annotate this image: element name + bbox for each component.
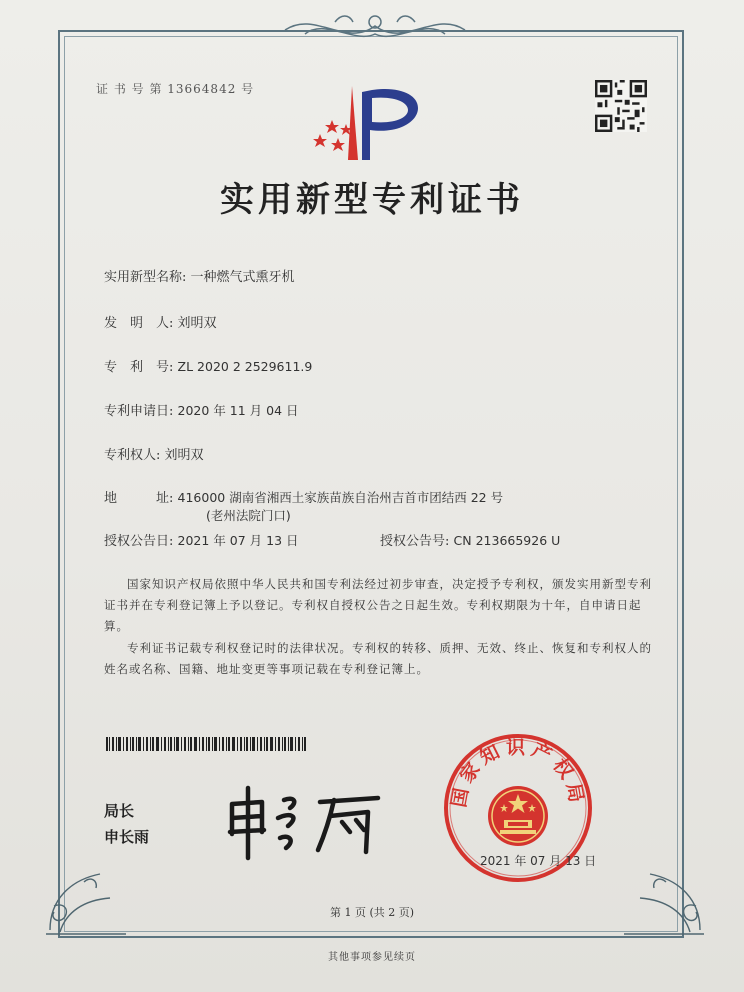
certificate-title: 实用新型专利证书 [220, 180, 524, 220]
barcode [106, 737, 306, 751]
qr-code [595, 80, 647, 132]
field-address-line2 [206, 506, 291, 524]
signatory-title: 局长 [104, 802, 135, 820]
field-patentee [104, 444, 204, 463]
field-patent-no-value: ZL 2020 2 2529611.9 [177, 359, 313, 374]
field-apply-date [104, 400, 299, 419]
paragraph-grant-statement: 国家知识产权局依照中华人民共和国专利法经过初步审查，决定授予专利权，颁发实用新型专利证书并在专利登记簿上予以登记。专利权自授权公告之日起生效。专利权期限为十年，自申请日起算。 [104, 577, 652, 633]
handwritten-signature [218, 782, 390, 864]
field-grant-no-value: CN 213665926 U [453, 533, 561, 548]
seal-text: 国家知识产权局 [447, 736, 589, 810]
field-name-label: 实用新型名称: [104, 270, 187, 285]
patent-office-logo [312, 84, 424, 164]
footer-note: 其他事项参见续页 [328, 952, 416, 963]
field-apply-date-value: 2020 年 11 月 04 日 [177, 403, 299, 418]
field-grant-no-label: 授权公告号: [380, 534, 450, 549]
field-patent-no [104, 356, 312, 375]
field-grant-date [104, 530, 299, 549]
national-emblem-icon [488, 786, 548, 846]
page-number: 第 1 页 (共 2 页) [329, 906, 415, 919]
field-patentee-label: 专利权人: [104, 448, 161, 463]
field-apply-date-label: 专利申请日: [104, 404, 174, 419]
field-address-value: 416000 湖南省湘西土家族苗族自治州吉首市团结西 22 号 [177, 490, 504, 505]
field-inventor [104, 312, 217, 331]
seal-date: 2021 年 07 月 13 日 [480, 854, 597, 868]
field-name-value: 一种燃气式熏牙机 [190, 270, 295, 285]
field-grant-date-value: 2021 年 07 月 13 日 [177, 533, 299, 548]
field-name [104, 266, 295, 285]
top-ornament [275, 8, 475, 52]
field-inventor-label: 发 明 人: [104, 316, 174, 331]
corner-ornament-bottom-left [40, 860, 130, 940]
field-patentee-value: 刘明双 [164, 448, 204, 463]
field-inventor-value: 刘明双 [177, 316, 217, 331]
certificate-number: 证 书 号 第 13664842 号 [96, 82, 255, 96]
field-grant-date-label: 授权公告日: [104, 534, 174, 549]
field-patent-no-label: 专 利 号: [104, 360, 174, 375]
field-grant-no [380, 530, 560, 549]
paragraph-legal-status: 专利证书记载专利权登记时的法律状况。专利权的转移、质押、无效、终止、恢复和专利权人的姓名或名称、国籍、地址变更等事项记载在专利登记簿上。 [104, 641, 652, 676]
field-address-value2: (老州法院门口) [206, 508, 291, 523]
signatory-name: 申长雨 [104, 828, 150, 846]
field-address-label: 地 址: [104, 491, 174, 506]
field-address [104, 487, 503, 506]
corner-ornament-bottom-right [620, 860, 710, 940]
